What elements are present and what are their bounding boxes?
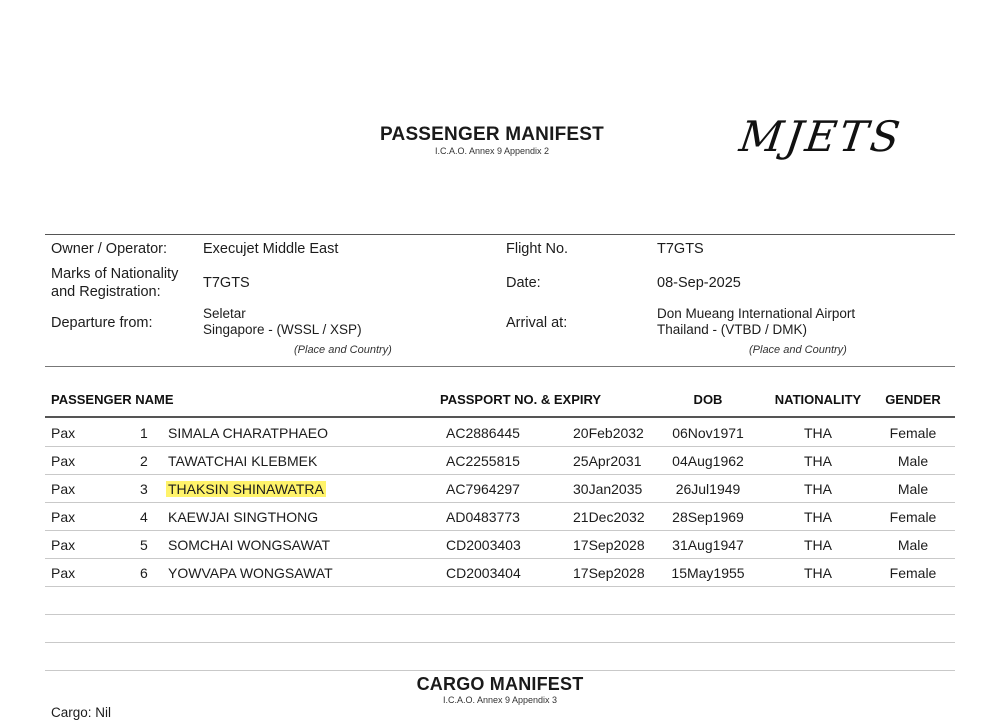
- departure-line1: Seletar: [203, 306, 246, 321]
- nationality: THA: [804, 453, 832, 469]
- marks-label-line1: Marks of Nationality: [51, 266, 179, 282]
- passport-expiry: 30Jan2035: [573, 481, 643, 497]
- cargo-text: Cargo: Nil: [51, 705, 112, 720]
- owner-value: Execujet Middle East: [203, 241, 339, 257]
- header-dob: DOB: [693, 392, 723, 407]
- date-of-birth: 04Aug1962: [672, 453, 744, 469]
- passenger-name-highlighted: THAKSIN SHINAWATRA: [168, 481, 324, 497]
- row-divider: [45, 446, 955, 447]
- marks-value: T7GTS: [203, 275, 250, 291]
- date-label: Date:: [506, 275, 541, 291]
- passport-expiry: 20Feb2032: [573, 425, 644, 441]
- date-of-birth: 26Jul1949: [675, 481, 741, 497]
- page-subtitle: I.C.A.O. Annex 9 Appendix 2: [434, 146, 550, 156]
- flight-no-label: Flight No.: [506, 241, 569, 257]
- owner-label: Owner / Operator:: [51, 241, 168, 257]
- departure-label: Departure from:: [51, 315, 153, 331]
- nationality: THA: [804, 481, 832, 497]
- row-divider: [45, 530, 955, 531]
- marks-label-line2: and Registration:: [51, 284, 161, 300]
- empty-row-divider: [45, 642, 955, 643]
- flight-no-value: T7GTS: [657, 241, 704, 257]
- row-divider: [45, 474, 955, 475]
- passport-expiry: 25Apr2031: [573, 453, 642, 469]
- row-type: Pax: [51, 453, 76, 469]
- departure-line2: Singapore - (WSSL / XSP): [203, 322, 362, 337]
- passport-number: CD2003404: [446, 565, 521, 581]
- date-value: 08-Sep-2025: [657, 275, 741, 291]
- header-passenger-name: PASSENGER NAME: [51, 392, 174, 407]
- passport-number: AC2255815: [446, 453, 520, 469]
- date-of-birth: 15May1955: [671, 565, 745, 581]
- nationality: THA: [804, 537, 832, 553]
- passport-expiry: 21Dec2032: [573, 509, 645, 525]
- passenger-name: YOWVAPA WONGSAWAT: [168, 565, 333, 581]
- passport-number: CD2003403: [446, 537, 521, 553]
- cargo-subtitle: I.C.A.O. Annex 9 Appendix 3: [442, 695, 558, 705]
- company-logo: MJETS: [736, 112, 906, 161]
- passport-expiry: 17Sep2028: [573, 565, 645, 581]
- passenger-name: KAEWJAI SINGTHONG: [168, 509, 319, 525]
- row-divider: [45, 502, 955, 503]
- row-type: Pax: [51, 509, 76, 525]
- row-number: 6: [140, 565, 148, 581]
- passport-number: AC7964297: [446, 481, 520, 497]
- date-of-birth: 28Sep1969: [672, 509, 744, 525]
- passport-number: AC2886445: [446, 425, 520, 441]
- page-title: PASSENGER MANIFEST: [380, 124, 604, 145]
- row-type: Pax: [51, 481, 76, 497]
- row-number: 5: [140, 537, 148, 553]
- info-bottom-divider: [45, 366, 955, 367]
- header-gender: GENDER: [885, 392, 941, 407]
- gender: Male: [897, 481, 929, 497]
- row-number: 2: [140, 453, 148, 469]
- passenger-name: TAWATCHAI KLEBMEK: [168, 453, 318, 469]
- cargo-title: CARGO MANIFEST: [416, 674, 584, 694]
- header-nationality: NATIONALITY: [774, 392, 862, 407]
- gender: Female: [889, 425, 937, 441]
- nationality: THA: [804, 565, 832, 581]
- nationality: THA: [804, 509, 832, 525]
- row-number: 4: [140, 509, 148, 525]
- row-divider: [45, 586, 955, 587]
- row-type: Pax: [51, 565, 76, 581]
- gender: Male: [897, 537, 929, 553]
- passenger-name: SOMCHAI WONGSAWAT: [168, 537, 331, 553]
- arrival-line2: Thailand - (VTBD / DMK): [657, 322, 808, 337]
- date-of-birth: 31Aug1947: [672, 537, 744, 553]
- arrival-line1: Don Mueang International Airport: [657, 306, 856, 321]
- passport-expiry: 17Sep2028: [573, 537, 645, 553]
- departure-note: (Place and Country): [294, 344, 392, 356]
- date-of-birth: 06Nov1971: [672, 425, 744, 441]
- nationality: THA: [804, 425, 832, 441]
- row-type: Pax: [51, 537, 76, 553]
- gender: Female: [889, 565, 937, 581]
- info-top-divider: [45, 234, 955, 235]
- passport-number: AD0483773: [446, 509, 520, 525]
- gender: Female: [889, 509, 937, 525]
- table-header-divider: [45, 416, 955, 418]
- row-type: Pax: [51, 425, 76, 441]
- empty-row-divider: [45, 614, 955, 615]
- passenger-name: SIMALA CHARATPHAEO: [168, 425, 329, 441]
- gender: Male: [897, 453, 929, 469]
- row-number: 3: [140, 481, 148, 497]
- row-number: 1: [140, 425, 148, 441]
- arrival-note: (Place and Country): [749, 344, 847, 356]
- header-passport: PASSPORT NO. & EXPIRY: [440, 392, 602, 407]
- row-divider: [45, 558, 955, 559]
- arrival-label: Arrival at:: [506, 315, 568, 331]
- empty-row-divider: [45, 670, 955, 671]
